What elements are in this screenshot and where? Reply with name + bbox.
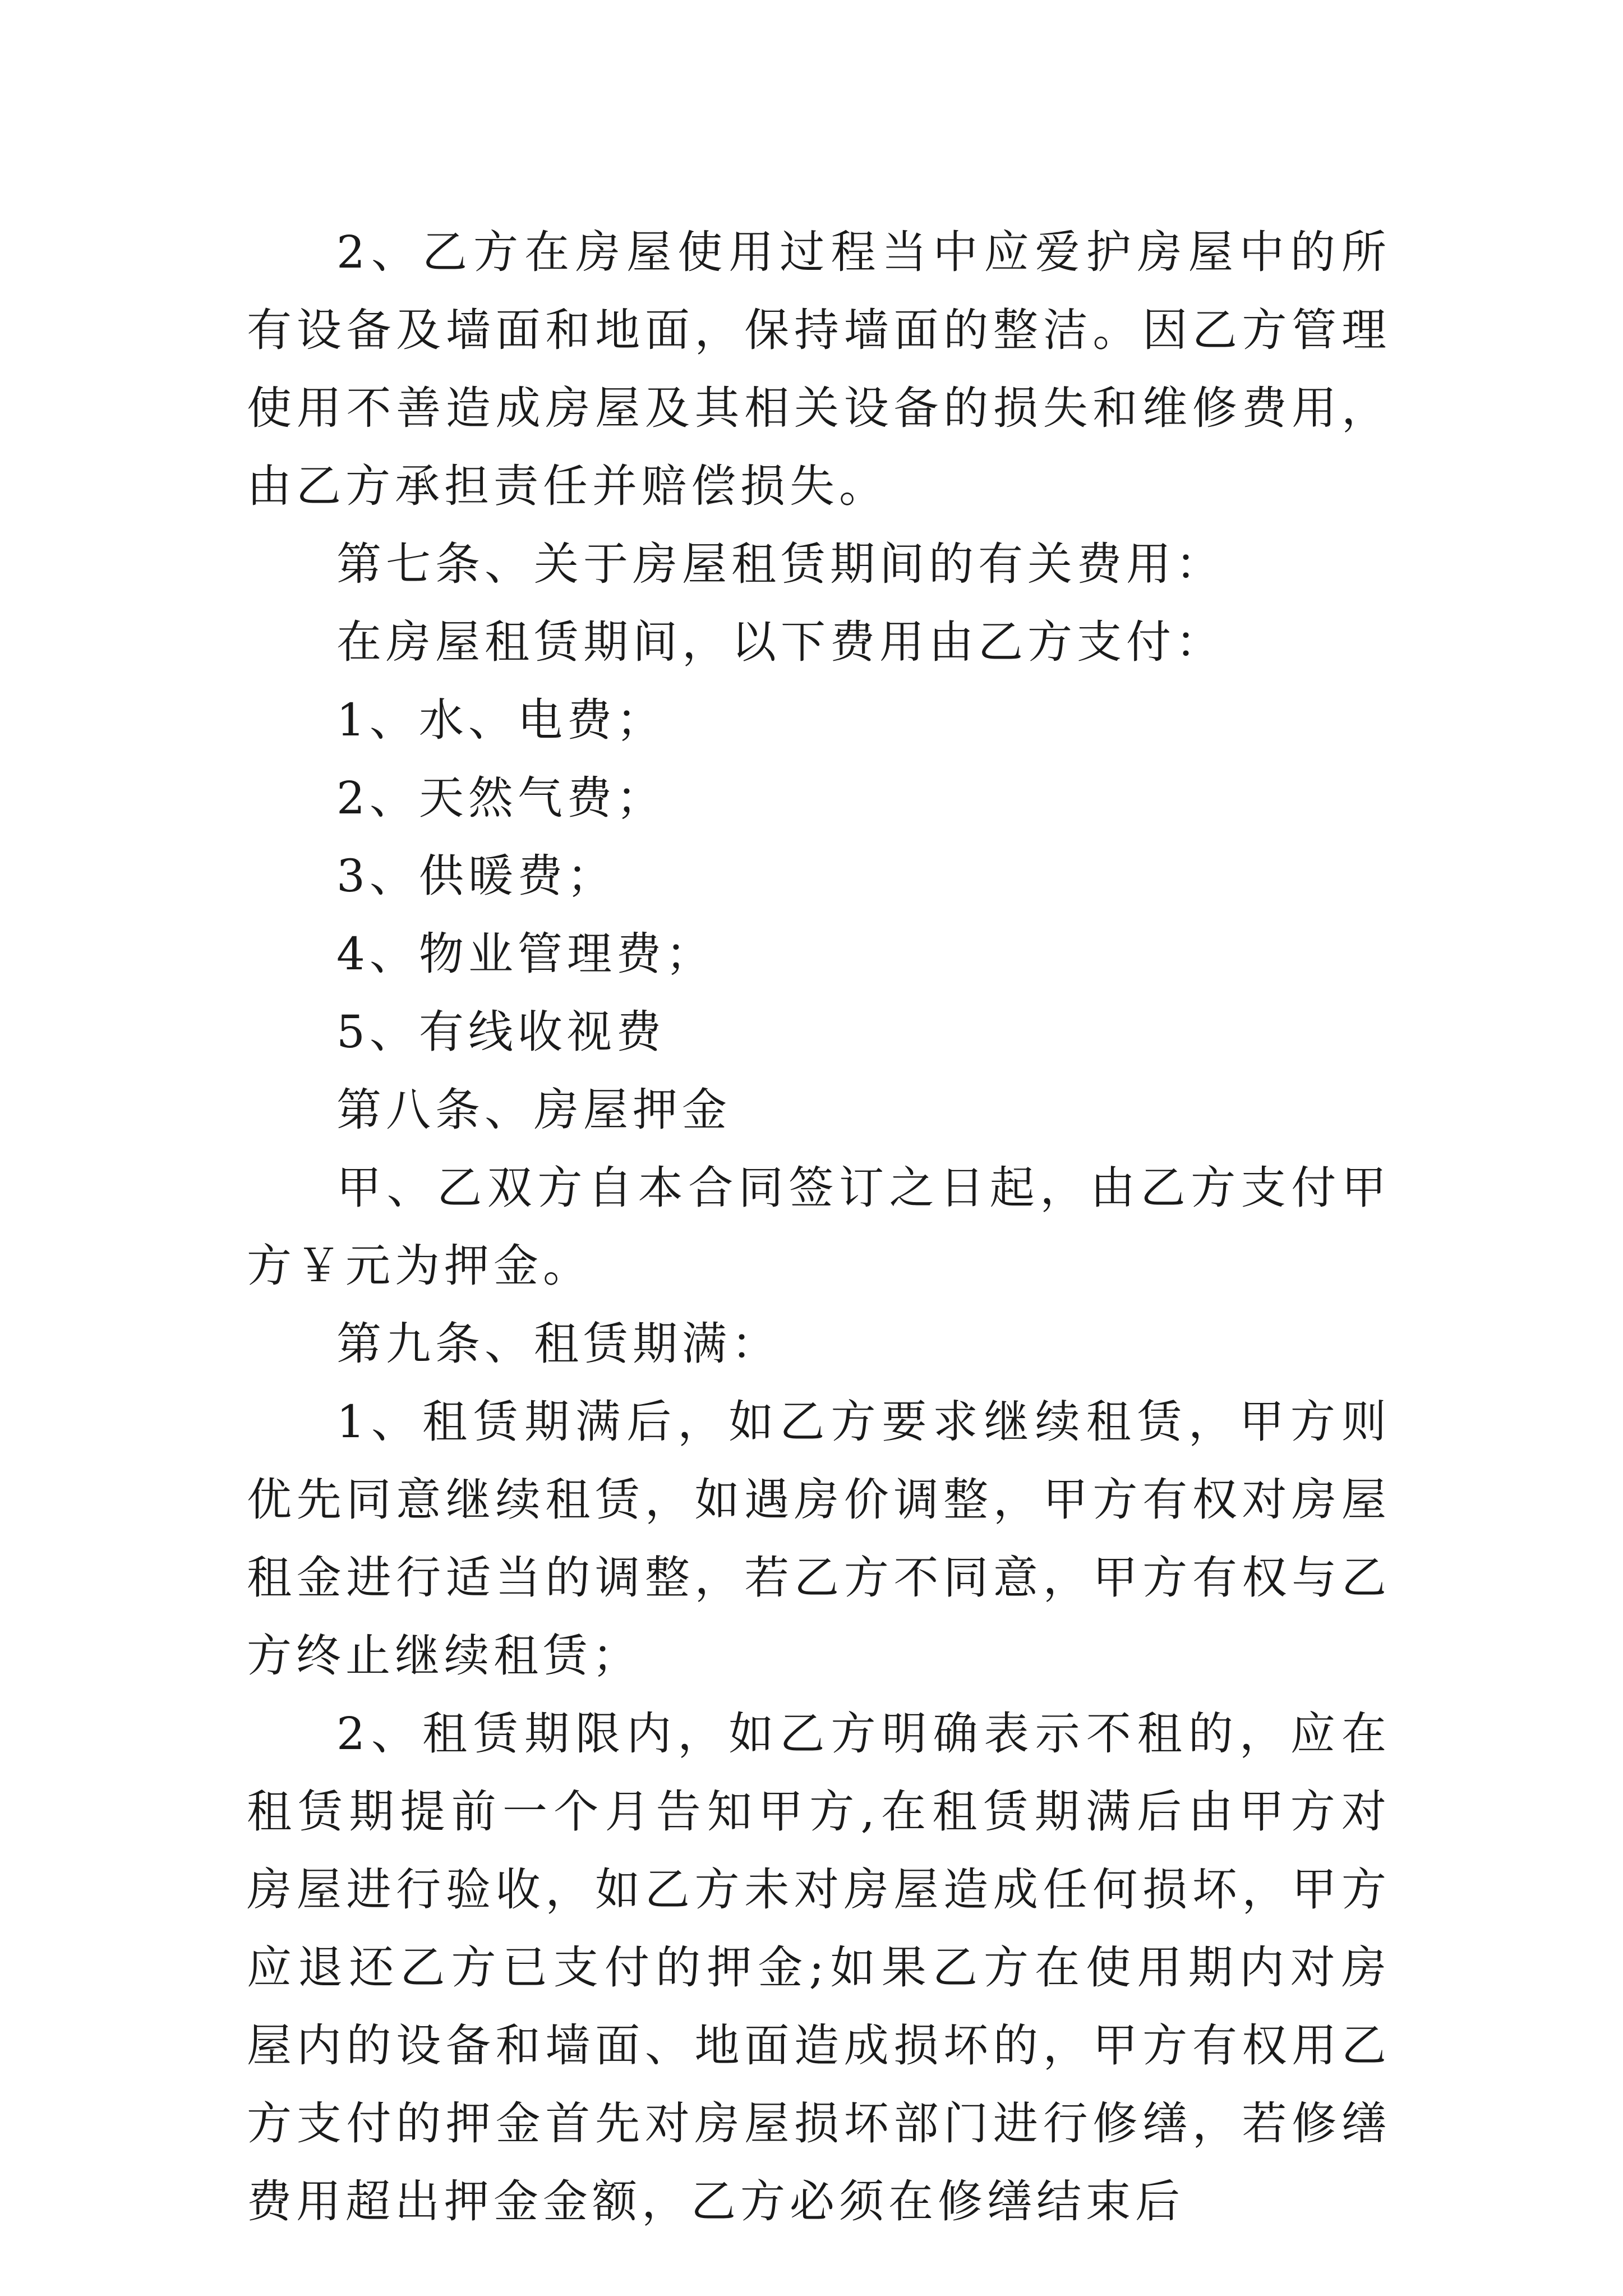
paragraph-article-8-heading: 第八条、房屋押金: [336, 1084, 731, 1136]
paragraph-article-7-heading: 第七条、关于房屋租赁期间的有关费用：: [336, 538, 1225, 590]
document-body: [247, 213, 1391, 2240]
list-item-fee-3: 3、供暖费；: [336, 850, 616, 902]
paragraph-article-9-item-1: 1、租赁期满后，如乙方要求继续租赁，甲方则优先同意继续租赁，如遇房价调整，甲方有权对房屋租金进行适当的调整，若乙方不同意，甲方有权与乙方终止继续租赁；: [247, 1396, 1391, 1682]
paragraph-article-9-heading: 第九条、租赁期满：: [336, 1318, 781, 1370]
list-item-fee-1: 1、水、电费；: [336, 694, 666, 746]
paragraph-article-8-body: 甲、乙双方自本合同签订之日起，由乙方支付甲方￥元为押金。: [247, 1162, 1391, 1292]
paragraph-article-9-item-2: 2、租赁期限内，如乙方明确表示不租的，应在租赁期提前一个月告知甲方,在租赁期满后由甲方对房屋进行验收，如乙方未对房屋造成任何损坏，甲方应退还乙方已支付的押金;如果乙方在使用期内对房屋内的设备和墙面、地面造成损坏的，甲方有权用乙方支付的押金首先对房屋损坏部门进行修缮，若修缮费用超出押金金额，乙方必须在修缮结束后: [247, 1708, 1391, 2228]
list-item-fee-2: 2、天然气费；: [336, 772, 666, 824]
paragraph-article-7-intro: 在房屋租赁期间，以下费用由乙方支付：: [336, 616, 1225, 668]
paragraph-clause-6-item-2: 2、乙方在房屋使用过程当中应爱护房屋中的所有设备及墙面和地面，保持墙面的整洁。因乙方管理使用不善造成房屋及其相关设备的损失和维修费用，由乙方承担责任并赔偿损失。: [247, 226, 1391, 512]
list-item-fee-5: 5、有线收视费: [336, 1006, 666, 1058]
list-item-fee-4: 4、物业管理费；: [336, 928, 715, 980]
